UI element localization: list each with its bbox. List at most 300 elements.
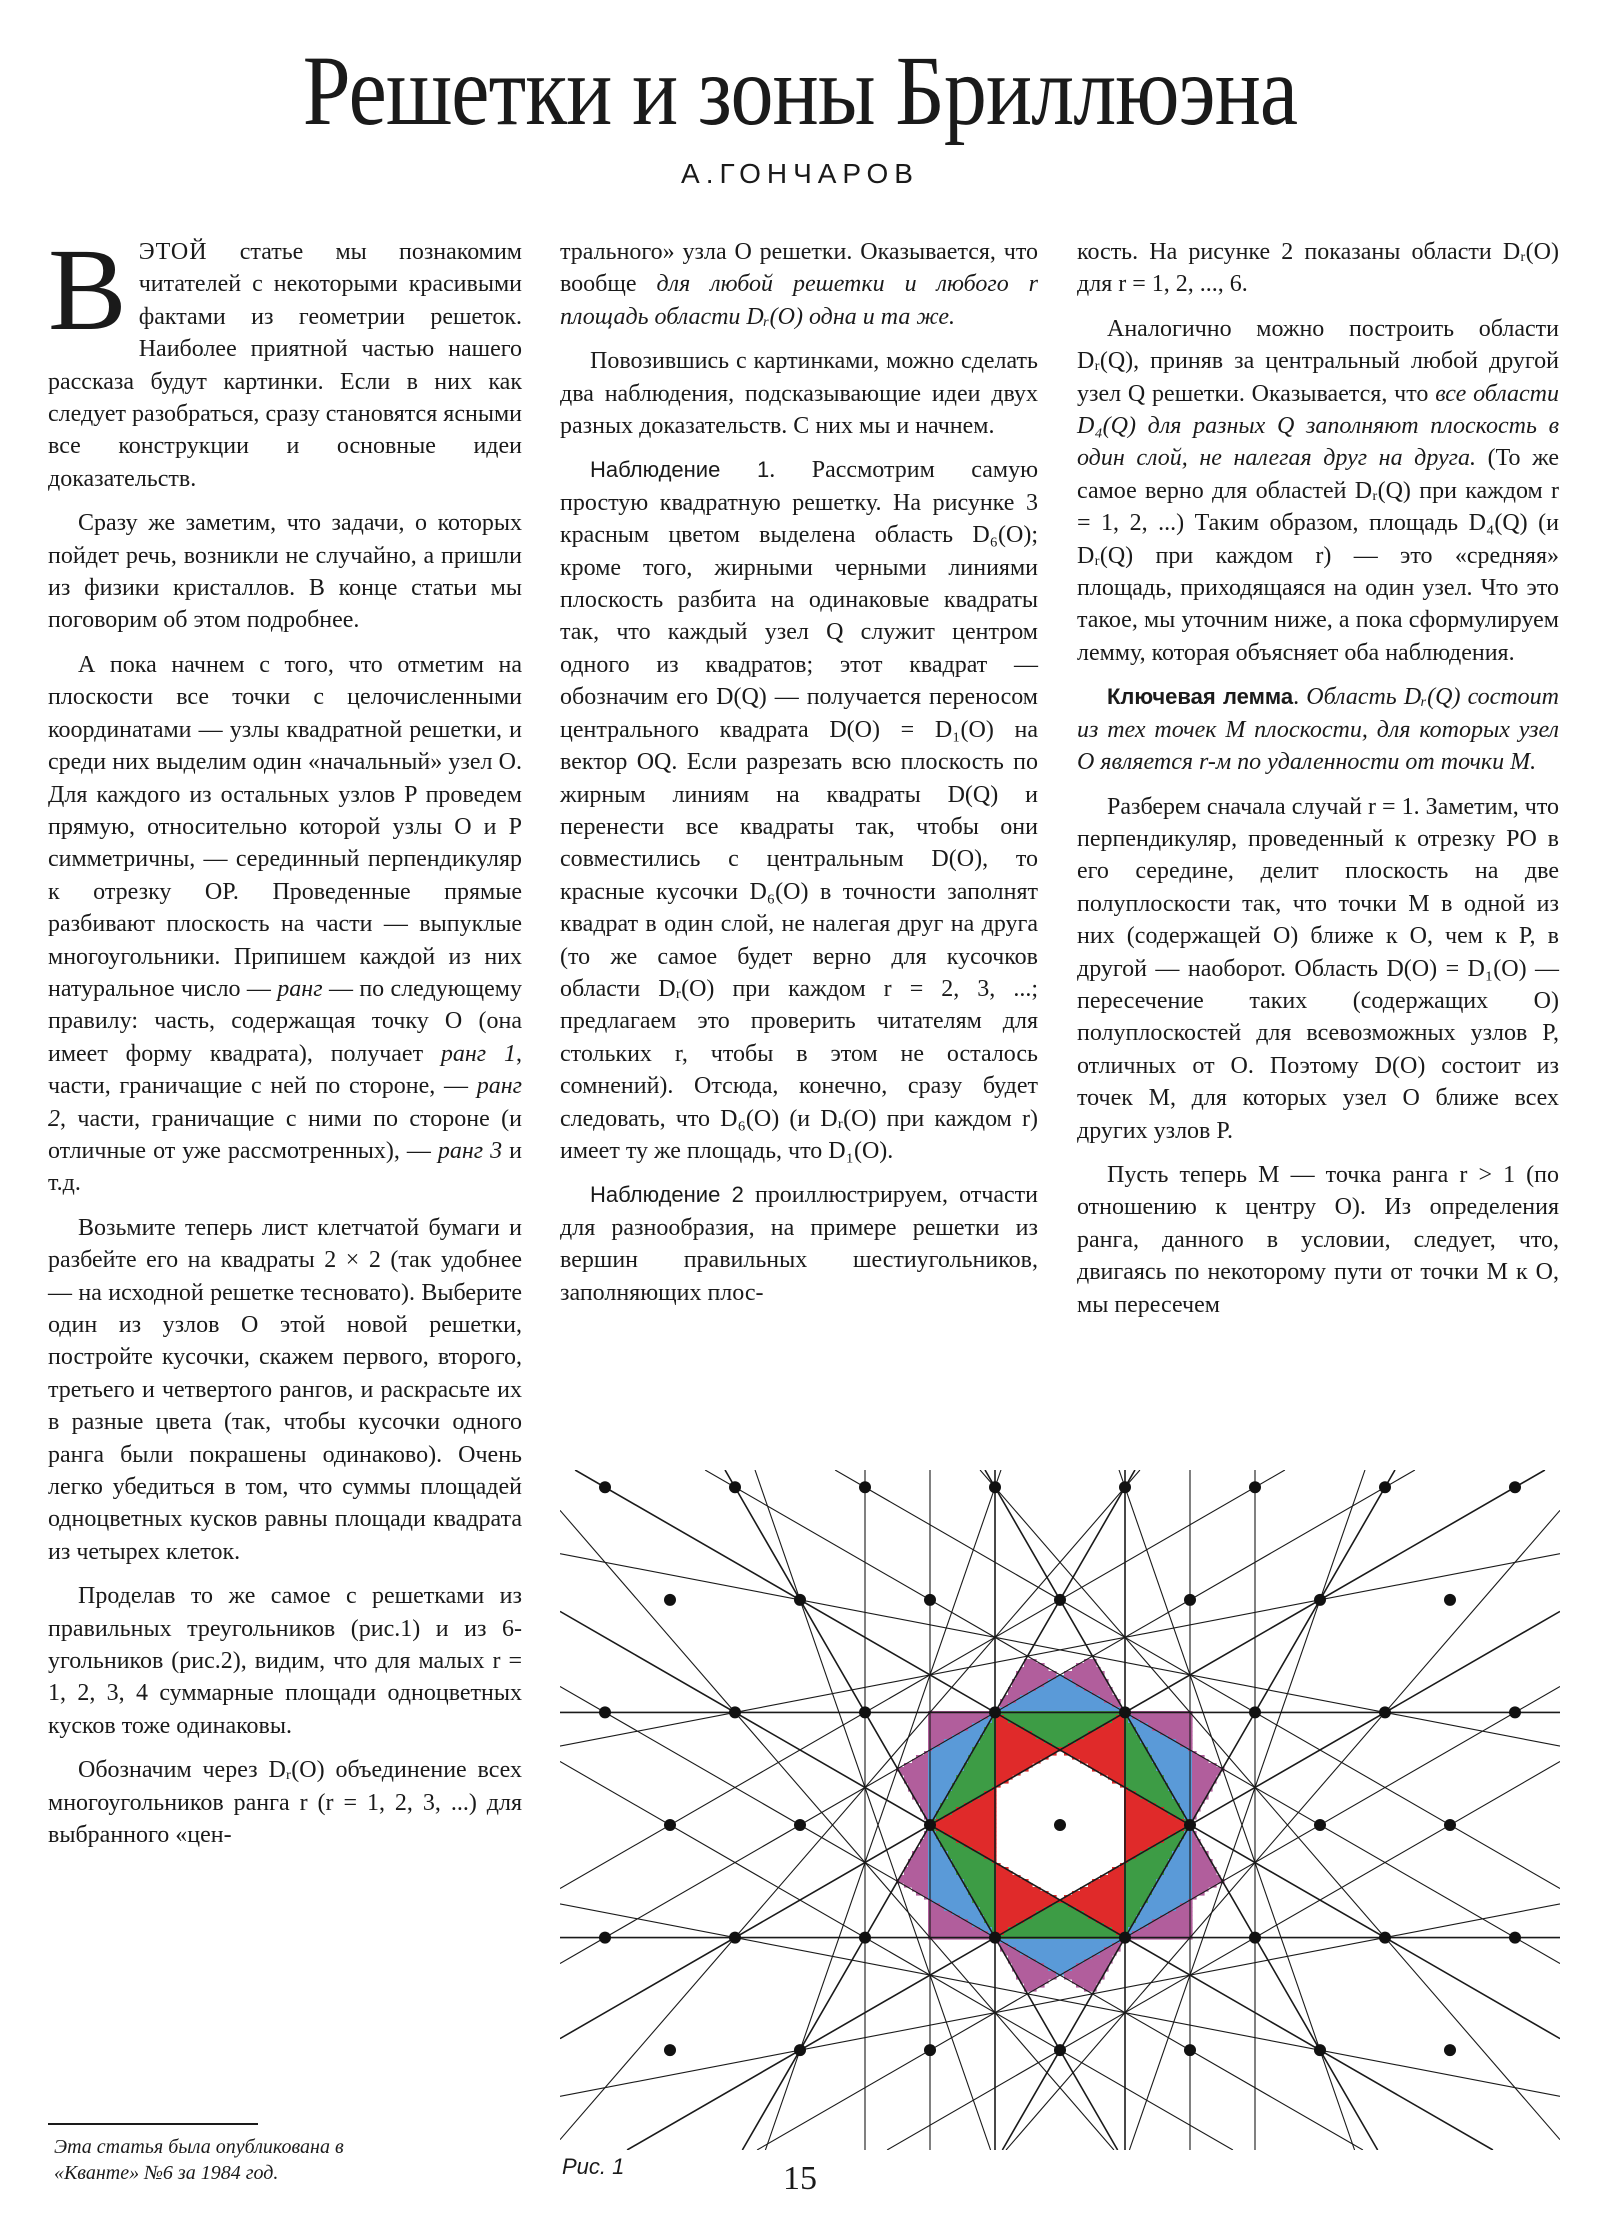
text-column-3 xyxy=(1077,236,1559,1333)
zone-rank-5-cell xyxy=(928,1923,973,1928)
lattice-node xyxy=(1314,1594,1326,1606)
zone-rank-3-cell xyxy=(1124,1871,1165,1876)
zone-rank-3-cell xyxy=(1128,1859,1169,1864)
zone-rank-3-cell xyxy=(964,1763,997,1768)
zone-rank-2-cell xyxy=(1064,1751,1125,1756)
zone-rank-2-cell xyxy=(1084,1735,1125,1740)
statement-italic: все области D₄(Q) для разных Q заполняют плоскость в один слой, не налегая друг на друга. xyxy=(1077,380,1560,472)
zone-rank-2-cell xyxy=(1124,1827,1185,1832)
zone-rank-5-cell xyxy=(1192,1779,1217,1784)
zone-rank-3-cell xyxy=(1124,1775,1165,1780)
zone-rank-5-cell xyxy=(1132,1715,1193,1720)
zone-rank-2-cell xyxy=(952,1835,997,1840)
zone-rank-4-cell xyxy=(1000,1707,1121,1712)
zone-rank-4-cell xyxy=(928,1763,965,1768)
zone-rank-3-cell xyxy=(1124,1731,1137,1736)
zone-rank-4-cell xyxy=(1028,1955,1093,1960)
zone-rank-5-cell xyxy=(912,1759,929,1764)
text-run: Аналогично можно построить области Dᵣ(Q), приняв за центральный любой другой узел Q решетки. Оказывается, что xyxy=(1077,315,1559,407)
lattice-node xyxy=(599,1481,611,1493)
zone-rank-5-cell xyxy=(1192,1843,1201,1848)
zone-rank-5-cell xyxy=(1192,1783,1213,1788)
zone-rank-5-cell xyxy=(1016,1671,1057,1676)
lattice-node xyxy=(1249,1932,1261,1944)
zone-rank-5-cell xyxy=(916,1847,929,1852)
zone-rank-4-cell xyxy=(1184,1835,1193,1840)
zone-rank-3-cell xyxy=(960,1771,997,1776)
zone-rank-2-cell xyxy=(996,1895,1057,1900)
zone-rank-5-cell xyxy=(908,1783,929,1788)
zone-rank-3-cell xyxy=(952,1787,993,1792)
zone-rank-4-cell xyxy=(928,1879,965,1884)
zone-rank-4-cell xyxy=(928,1859,953,1864)
lattice-node xyxy=(664,1819,676,1831)
lattice-node xyxy=(599,1932,611,1944)
zone-rank-2-cell xyxy=(1104,1723,1125,1728)
lattice-node xyxy=(924,2044,936,2056)
zone-rank-5-cell xyxy=(1140,1719,1193,1724)
zone-rank-4-cell xyxy=(928,1775,957,1780)
zone-rank-5-cell xyxy=(900,1875,929,1880)
zone-rank-3-cell xyxy=(968,1887,997,1892)
lattice-node xyxy=(1509,1932,1521,1944)
zone-rank-3-cell xyxy=(1016,1923,1105,1928)
zone-rank-2-cell xyxy=(996,1751,1057,1756)
zone-rank-2-cell xyxy=(972,1799,997,1804)
zone-rank-3-cell xyxy=(1124,1867,1165,1872)
paragraph xyxy=(1077,313,1559,669)
lattice-node xyxy=(1054,1594,1066,1606)
zone-rank-3-cell xyxy=(956,1867,997,1872)
figure-caption: Рис. 1 xyxy=(562,2154,625,2179)
lattice-node xyxy=(1379,1481,1391,1493)
zone-rank-5-cell xyxy=(1064,1671,1105,1676)
zone-rank-3-cell xyxy=(968,1891,997,1896)
zone-rank-3-cell xyxy=(1036,1911,1085,1916)
zone-rank-4-cell xyxy=(1020,1951,1101,1956)
text-run: А пока начнем с того, что отметим на плоскости все точки с целочисленными координатами — узлы квадратной решетки, и среди них выделим один «начальный» узел O. Для каждого из остальных узлов P проведем прямую, относительно которой узлы O и P симметричны, — серединный перпендикуляр к отрезку OP. Проведенные прямые разбивают плоскость на части — выпуклые многоугольники. Припишем каждой из них натуральное число — xyxy=(48,651,522,1002)
page-number: 15 xyxy=(783,2160,817,2197)
zone-rank-4-cell xyxy=(1148,1751,1193,1756)
zone-rank-5-cell xyxy=(920,1803,929,1808)
zone-rank-5-cell xyxy=(1092,1955,1113,1960)
zone-rank-2-cell xyxy=(1064,1895,1125,1900)
zone-rank-5-cell xyxy=(1016,1975,1057,1980)
zone-rank-5-cell xyxy=(1192,1855,1209,1860)
zone-rank-5-cell xyxy=(904,1775,929,1780)
drop-cap: В xyxy=(48,224,127,355)
zone-rank-4-cell xyxy=(928,1867,957,1872)
zone-rank-3-cell xyxy=(1124,1771,1161,1776)
lattice-node xyxy=(859,1706,871,1718)
paragraph xyxy=(48,649,522,1200)
paragraph: Повозившись с картинками, можно сделать два наблюдения, подсказывающие идеи двух разных доказательств. С них мы и начнем. xyxy=(560,348,1038,440)
lattice-node xyxy=(989,1481,1001,1493)
lattice-node xyxy=(989,1932,1001,1944)
zone-rank-2-cell xyxy=(1092,1879,1125,1884)
zone-rank-5-cell xyxy=(912,1791,929,1796)
zone-rank-4-cell xyxy=(1144,1903,1181,1908)
figure-1-brillouin-zones xyxy=(560,1470,1560,2150)
zone-rank-2-cell xyxy=(996,1743,1053,1748)
paragraph xyxy=(560,454,1038,1167)
zone-rank-5-cell xyxy=(1148,1923,1193,1928)
zone-rank-5-cell xyxy=(1064,1675,1105,1680)
zone-rank-5-cell xyxy=(928,1719,981,1724)
zone-rank-5-cell xyxy=(1192,1875,1221,1880)
zone-rank-2-cell xyxy=(1124,1835,1169,1840)
zone-rank-4-cell xyxy=(928,1887,969,1892)
lattice-node xyxy=(794,1819,806,1831)
zone-rank-2-cell xyxy=(1088,1731,1125,1736)
zone-rank-4-cell xyxy=(928,1767,965,1772)
lattice-node xyxy=(1509,1706,1521,1718)
lattice-node xyxy=(859,1481,871,1493)
zone-rank-4-cell xyxy=(940,1743,977,1748)
zone-rank-2-cell xyxy=(1124,1815,1177,1820)
zone-rank-4-cell xyxy=(1168,1787,1193,1792)
text-run: и т.д. xyxy=(48,1137,522,1197)
zone-rank-5-cell xyxy=(1064,1971,1105,1976)
zone-rank-2-cell xyxy=(996,1883,1033,1888)
zone-rank-5-cell xyxy=(1192,1871,1217,1876)
text-run: трального» узла O решетки. Оказывается, что вообще xyxy=(560,239,1038,298)
zone-rank-2-cell xyxy=(956,1807,997,1812)
zone-rank-5-cell xyxy=(1064,1975,1105,1980)
zone-rank-4-cell xyxy=(1036,1959,1085,1964)
zone-rank-4-cell xyxy=(1164,1775,1193,1780)
zone-rank-4-cell xyxy=(1156,1763,1193,1768)
zone-rank-4-cell xyxy=(1000,1939,1121,1944)
lattice-node xyxy=(1054,2044,1066,2056)
zone-rank-3-cell xyxy=(952,1863,997,1868)
zone-rank-3-cell xyxy=(1124,1915,1137,1920)
lead-word: ЭТОЙ xyxy=(138,239,208,265)
zone-rank-5-cell xyxy=(1072,1679,1109,1684)
zone-rank-5-cell xyxy=(1072,1979,1101,1984)
zone-rank-2-cell xyxy=(1088,1883,1125,1888)
term-italic: ранг 2 xyxy=(48,1073,522,1132)
zone-rank-4-cell xyxy=(928,1771,961,1776)
zone-rank-5-cell xyxy=(928,1931,989,1936)
zone-rank-5-cell xyxy=(1076,1983,1097,1988)
zone-rank-2-cell xyxy=(1068,1903,1125,1908)
zone-rank-2-cell xyxy=(1068,1743,1125,1748)
zone-rank-2-cell xyxy=(1124,1811,1169,1816)
zone-rank-4-cell xyxy=(1184,1811,1193,1816)
zone-rank-5-cell xyxy=(1192,1867,1217,1872)
zone-rank-2-cell xyxy=(996,1759,1041,1764)
zone-rank-3-cell xyxy=(964,1879,997,1884)
zone-rank-2-cell xyxy=(996,1903,1053,1908)
zone-rank-3-cell xyxy=(972,1895,997,1900)
zone-rank-4-cell xyxy=(1180,1803,1193,1808)
zone-rank-5-cell xyxy=(1020,1667,1049,1672)
zone-rank-5-cell xyxy=(1192,1791,1209,1796)
zone-rank-5-cell xyxy=(1072,1667,1101,1672)
text-run: , части, граничащие с ней по стороне, — xyxy=(48,1040,522,1100)
lattice-node xyxy=(794,1594,806,1606)
zone-rank-4-cell xyxy=(1036,1687,1085,1692)
zone-rank-5-cell xyxy=(1132,1931,1193,1936)
zone-rank-3-cell xyxy=(964,1767,997,1772)
zone-rank-2-cell xyxy=(1088,1763,1125,1768)
term-italic: ранг xyxy=(277,975,323,1002)
zone-rank-4-cell xyxy=(1148,1895,1193,1900)
zone-rank-5-cell xyxy=(928,1919,969,1924)
observation-2-heading: Наблюдение 2 xyxy=(590,1182,744,1208)
lattice-node xyxy=(1444,2044,1456,2056)
zone-rank-4-cell xyxy=(944,1739,981,1744)
paragraph: Разберем сначала случай r = 1. Заметим, что перпендикуляр, проведенный к отрезку PO в его середине, делит плоскость на две полуплоскости так, что точки M в одной из них (содержащей O) ближе к O, чем к P, в другой — наоборот. Область D(O) = D₁(O) — пересечение таких (содержащих O) полуплоскостей для всевозможных узлов P, отличных от O. Поэтому D(O) состоит из точек M, для которых узел O ближе всех других узлов P. xyxy=(1077,793,1559,1144)
zone-rank-4-cell xyxy=(1164,1871,1193,1876)
lattice-node xyxy=(924,1819,936,1831)
zone-rank-5-cell xyxy=(928,1723,973,1728)
paragraph-text: статье мы познакомим читателей с некоторыми красивыми фактами из геометрии решеток. Наиболее приятной частью нашего рассказа будут картинки. Если в них как следует разобраться, сразу становятся ясными все конструкции и основные идеи доказательств. xyxy=(48,239,522,492)
zone-rank-3-cell xyxy=(1008,1927,1113,1932)
zone-rank-3-cell xyxy=(1124,1739,1141,1744)
zone-rank-4-cell xyxy=(1180,1843,1193,1848)
zone-rank-4-cell xyxy=(1152,1759,1193,1764)
zone-rank-5-cell xyxy=(908,1859,929,1864)
zone-rank-5-cell xyxy=(904,1779,929,1784)
bisector-line xyxy=(560,1510,1114,2150)
zone-rank-5-cell xyxy=(904,1867,929,1872)
zone-rank-3-cell xyxy=(964,1883,997,1888)
zone-rank-3-cell xyxy=(980,1907,997,1912)
zone-rank-3-cell xyxy=(1004,1715,1117,1720)
paragraph: Проделав то же самое с решетками из правильных треугольников (рис.1) и из 6-угольников (рис.2), видим, что для малых r = 1, 2, 3, 4 суммарные площади одноцветных кусков тоже одинаковы. xyxy=(48,1583,522,1739)
zone-rank-4-cell xyxy=(1136,1731,1161,1736)
zone-rank-5-cell xyxy=(1192,1863,1213,1868)
zone-rank-3-cell xyxy=(1124,1907,1141,1912)
zone-rank-3-cell xyxy=(1136,1855,1173,1860)
zone-rank-2-cell xyxy=(1072,1755,1125,1760)
zone-rank-3-cell xyxy=(956,1871,997,1876)
lattice-node xyxy=(729,1481,741,1493)
zone-rank-3-cell xyxy=(1024,1727,1097,1732)
zone-rank-4-cell xyxy=(1148,1747,1189,1752)
zone-rank-5-cell xyxy=(928,1927,981,1932)
zone-rank-4-cell xyxy=(928,1755,969,1760)
article-author: А.ГОНЧАРОВ xyxy=(681,158,919,189)
zone-rank-3-cell xyxy=(1124,1879,1157,1884)
zone-rank-3-cell xyxy=(976,1903,997,1908)
lattice-node xyxy=(1444,1819,1456,1831)
lattice-node xyxy=(1119,1706,1131,1718)
lattice-node xyxy=(1314,2044,1326,2056)
zone-rank-2-cell xyxy=(1072,1891,1125,1896)
paragraph xyxy=(48,224,522,495)
zone-rank-4-cell xyxy=(928,1863,953,1868)
lattice-node xyxy=(989,1706,1001,1718)
lattice-node xyxy=(1379,1932,1391,1944)
zone-rank-3-cell xyxy=(952,1783,997,1788)
lattice-node xyxy=(1184,2044,1196,2056)
zone-rank-2-cell xyxy=(996,1739,1045,1744)
term-italic: ранг 3 xyxy=(437,1137,503,1164)
zone-rank-3-cell xyxy=(960,1875,997,1880)
paragraph: Пусть теперь M — точка ранга r > 1 (по отношению к центру O). Из определения ранга, данного в условии, следует, что, двигаясь по некоторому пути от точки M к O, мы пересечем xyxy=(1077,1161,1559,1318)
zone-rank-4-cell xyxy=(1044,1683,1077,1688)
zone-rank-5-cell xyxy=(904,1871,929,1876)
zone-rank-3-cell xyxy=(1124,1883,1157,1888)
zone-rank-2-cell xyxy=(996,1755,1049,1760)
paragraph xyxy=(1077,681,1559,778)
zone-rank-5-cell xyxy=(1168,1911,1193,1916)
zone-rank-3-cell xyxy=(980,1735,997,1740)
zone-rank-4-cell xyxy=(968,1727,985,1732)
zone-rank-3-cell xyxy=(968,1755,997,1760)
zone-rank-5-cell xyxy=(928,1915,961,1920)
zone-rank-5-cell xyxy=(1192,1803,1201,1808)
zone-rank-2-cell xyxy=(1096,1727,1125,1732)
zone-rank-4-cell xyxy=(928,1783,953,1788)
zone-rank-3-cell xyxy=(1124,1755,1153,1760)
zone-rank-5-cell xyxy=(1148,1723,1193,1728)
zone-rank-4-cell xyxy=(1140,1739,1177,1744)
paragraph: кость. На рисунке 2 показаны области Dᵣ(O) для r = 1, 2, ..., 6. xyxy=(1077,239,1559,298)
zone-rank-3-cell xyxy=(1124,1891,1153,1896)
lattice-node xyxy=(859,1932,871,1944)
key-lemma-heading: Ключевая лемма xyxy=(1107,684,1294,710)
zone-rank-4-cell xyxy=(1028,1691,1093,1696)
zone-rank-5-cell xyxy=(1084,1959,1113,1964)
central-node-O xyxy=(1054,1819,1066,1831)
zone-rank-5-cell xyxy=(1140,1927,1193,1932)
zone-rank-5-cell xyxy=(1072,1967,1109,1972)
zone-rank-3-cell xyxy=(956,1775,997,1780)
zone-rank-3-cell xyxy=(1124,1759,1153,1764)
zone-rank-3-cell xyxy=(1164,1839,1181,1844)
zone-rank-4-cell xyxy=(932,1899,973,1904)
zone-rank-4-cell xyxy=(1148,1899,1189,1904)
zone-rank-3-cell xyxy=(980,1739,997,1744)
zone-rank-5-cell xyxy=(920,1843,929,1848)
zone-rank-2-cell xyxy=(952,1811,997,1816)
lattice-node xyxy=(1444,1594,1456,1606)
zone-rank-4-cell xyxy=(1152,1891,1193,1896)
zone-rank-4-cell xyxy=(928,1883,965,1888)
text-column-2 xyxy=(560,236,1038,1321)
statement-italic: для любой решетки и любого r площадь области Dᵣ(O) одна и та же. xyxy=(560,271,1038,330)
zone-rank-3-cell xyxy=(1032,1915,1089,1920)
zone-rank-3-cell xyxy=(1124,1887,1153,1892)
zone-rank-3-cell xyxy=(1136,1791,1173,1796)
zone-rank-5-cell xyxy=(928,1715,989,1720)
paragraph xyxy=(560,236,1038,333)
zone-rank-5-cell xyxy=(1016,1675,1057,1680)
lattice-node xyxy=(1249,1481,1261,1493)
zone-rank-3-cell xyxy=(1124,1751,1149,1756)
zone-rank-3-cell xyxy=(1036,1735,1085,1740)
zone-rank-2-cell xyxy=(996,1735,1037,1740)
zone-rank-3-cell xyxy=(976,1743,997,1748)
zone-rank-2-cell xyxy=(1124,1819,1185,1824)
lattice-node xyxy=(599,1706,611,1718)
zone-rank-2-cell xyxy=(1080,1887,1125,1892)
zone-rank-5-cell xyxy=(1160,1915,1193,1920)
lattice-node xyxy=(1379,1706,1391,1718)
zone-rank-2-cell xyxy=(944,1831,997,1836)
zone-rank-3-cell xyxy=(968,1759,997,1764)
zone-rank-4-cell xyxy=(952,1735,981,1740)
zone-rank-5-cell xyxy=(1004,1951,1021,1956)
text-run: — по следующему правилу: часть, содержащая точку O (она имеет форму квадрата), получает xyxy=(48,975,522,1067)
text-run: , части, граничащие с ними по стороне (и отличные от уже рассмотренных), — xyxy=(48,1105,522,1164)
article-title: Решетки и зоны Бриллюэна xyxy=(302,35,1298,146)
zone-rank-5-cell xyxy=(912,1855,929,1860)
zone-rank-4-cell xyxy=(928,1895,973,1900)
zone-rank-5-cell xyxy=(1192,1771,1221,1776)
zone-rank-3-cell xyxy=(948,1855,985,1860)
zone-rank-3-cell xyxy=(1008,1719,1113,1724)
zone-rank-4-cell xyxy=(928,1871,957,1876)
lattice-node xyxy=(1184,1594,1196,1606)
zone-rank-4-cell xyxy=(1160,1875,1193,1880)
lattice-node xyxy=(729,1706,741,1718)
zone-rank-4-cell xyxy=(1160,1771,1193,1776)
zone-rank-4-cell xyxy=(1156,1767,1193,1772)
lattice-node xyxy=(1509,1481,1521,1493)
zone-rank-5-cell xyxy=(908,1863,929,1868)
paragraph: Возьмите теперь лист клетчатой бумаги и разбейте его на квадраты 2 × 2 (так удобнее — на исходной решетке тесновато). Выберите один из узлов O этой новой решетки, постройте кусочки, скажем первого, второго, третьего и четвертого рангов, и раскрасьте их в разные цвета (так, чтобы кусочки одного ранга были покрашены одинаково). Очень легко убедиться в том, что суммы площадей одноцветных кусков равны площади квадрата из четырех клеток. xyxy=(48,1214,522,1565)
zone-rank-2-cell xyxy=(980,1795,997,1800)
zone-rank-4-cell xyxy=(928,1759,969,1764)
zone-rank-2-cell xyxy=(936,1819,997,1824)
zone-rank-4-cell xyxy=(928,1779,957,1784)
zone-rank-2-cell xyxy=(1124,1831,1177,1836)
lattice-node xyxy=(1314,1819,1326,1831)
observation-1-heading: Наблюдение 1 xyxy=(590,457,770,483)
zone-rank-3-cell xyxy=(1124,1767,1157,1772)
footnote-rule xyxy=(48,2123,258,2125)
text-column-1 xyxy=(48,224,522,1864)
zone-rank-2-cell xyxy=(1124,1823,1193,1828)
zone-rank-4-cell xyxy=(932,1747,973,1752)
paragraph: Сразу же заметим, что задачи, о которых пойдет речь, возникли не случайно, а пришли из физики кристаллов. В конце статьи мы поговорим об этом подробнее. xyxy=(48,510,522,634)
lattice-node xyxy=(1249,1706,1261,1718)
zone-rank-3-cell xyxy=(1128,1787,1169,1792)
zone-rank-4-cell xyxy=(928,1891,969,1896)
zone-rank-5-cell xyxy=(904,1763,929,1768)
zone-rank-2-cell xyxy=(936,1827,997,1832)
zone-rank-3-cell xyxy=(1004,1931,1117,1936)
zone-rank-4-cell xyxy=(1132,1723,1149,1728)
zone-rank-4-cell xyxy=(928,1855,949,1860)
zone-rank-4-cell xyxy=(928,1875,961,1880)
zone-rank-3-cell xyxy=(1124,1743,1145,1748)
zone-rank-4-cell xyxy=(1016,1699,1105,1704)
zone-rank-3-cell xyxy=(1016,1723,1105,1728)
zone-rank-4-cell xyxy=(1144,1743,1181,1748)
zone-rank-3-cell xyxy=(1124,1783,1169,1788)
zone-rank-5-cell xyxy=(1192,1775,1217,1780)
zone-rank-5-cell xyxy=(900,1771,929,1776)
zone-rank-5-cell xyxy=(928,1911,953,1916)
footnote-line: «Кванте» №6 за 1984 год. xyxy=(54,2162,279,2184)
zone-rank-2-cell xyxy=(1080,1759,1125,1764)
zone-rank-4-cell xyxy=(1152,1887,1193,1892)
zone-rank-4-cell xyxy=(1156,1883,1193,1888)
lattice-node xyxy=(1119,1932,1131,1944)
zone-rank-2-cell xyxy=(996,1891,1049,1896)
zone-rank-4-cell xyxy=(1044,1963,1077,1968)
zone-rank-5-cell xyxy=(1020,1979,1049,1984)
zone-rank-3-cell xyxy=(1124,1903,1145,1908)
zone-rank-4-cell xyxy=(940,1903,977,1908)
zone-rank-4-cell xyxy=(1008,1943,1113,1948)
